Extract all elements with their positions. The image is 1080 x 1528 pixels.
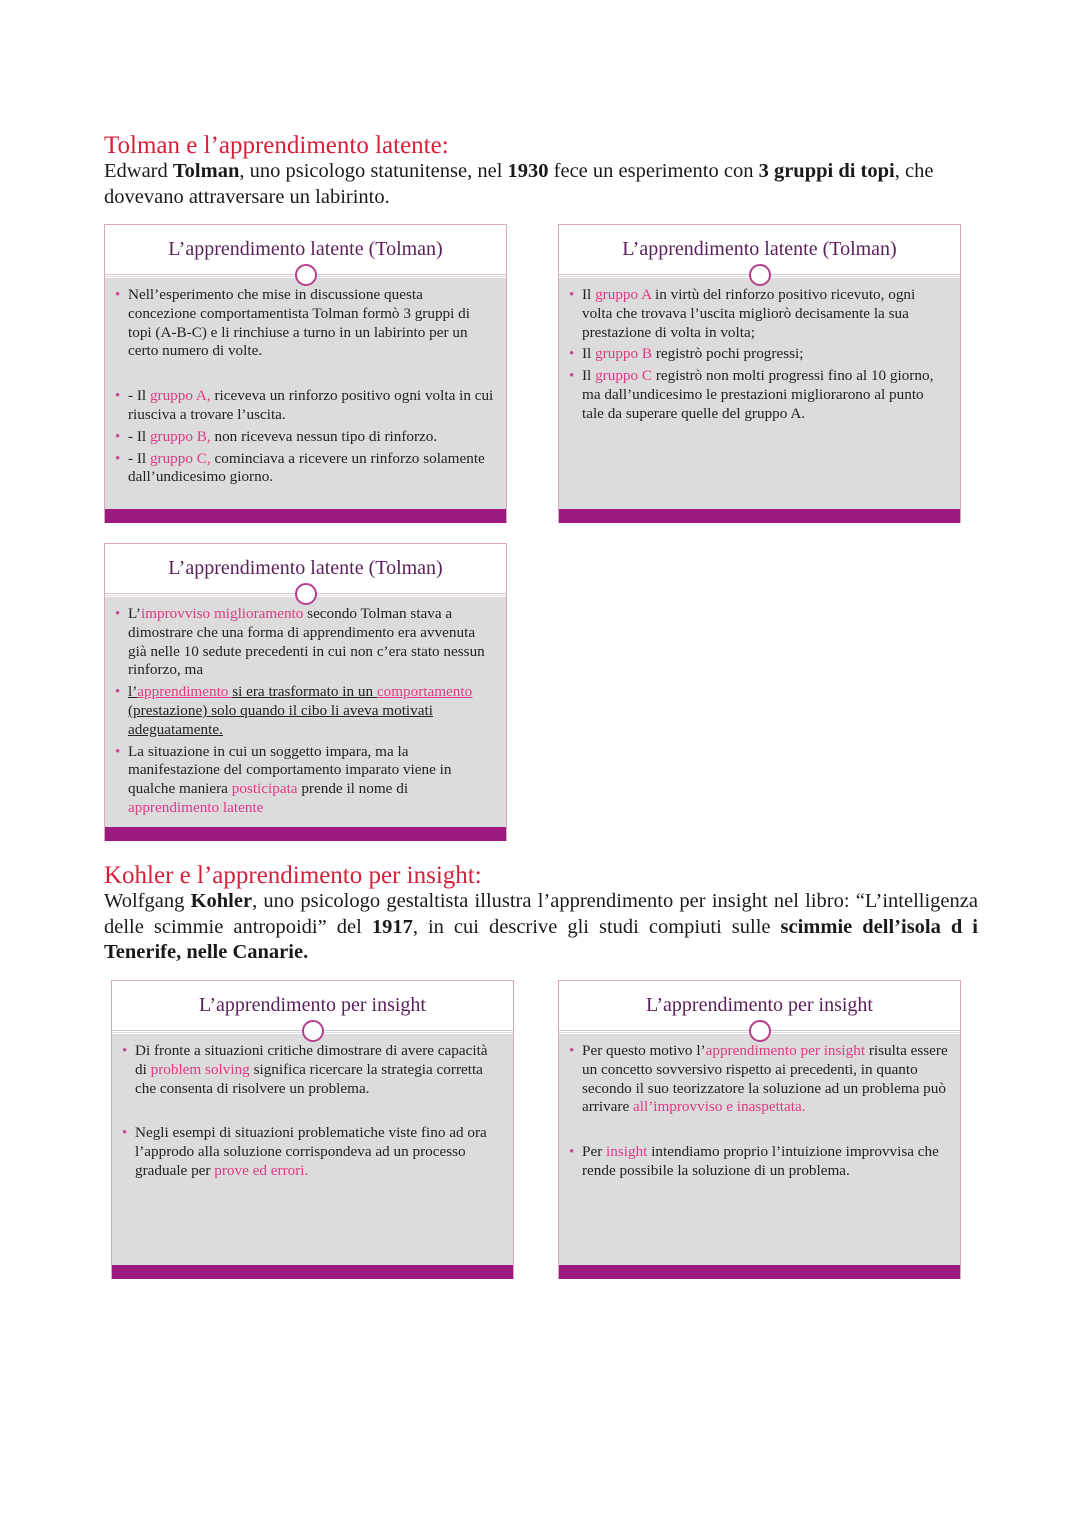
list-item: • Per insight intendiamo proprio l’intuizione improvvisa che rende possibile la soluzione di un problema. — [569, 1143, 948, 1181]
bullet-list — [569, 1042, 948, 1181]
slide-footer-bar — [558, 509, 961, 523]
circle-icon — [302, 1020, 324, 1042]
bullet-list — [115, 605, 494, 818]
slide-body — [559, 278, 960, 509]
list-item: • Negli esempi di situazioni problematiche viste fino ad ora l’approdo alla soluzione corrispondeva ad un processo graduale per prove ed errori. — [122, 1124, 501, 1180]
list-item: • - Il gruppo C, cominciava a ricevere un rinforzo solamente dall’undicesimo giorno. — [115, 450, 494, 488]
slide-footer-bar — [104, 827, 507, 841]
bullet-list — [115, 286, 494, 487]
list-item: • Il gruppo C registrò non molti progressi fino al 10 giorno, ma dall’undicesimo le prestazioni migliorarono al punto tale da superare quelle del gruppo A. — [569, 367, 948, 423]
slide-title: L’apprendimento latente (Tolman) — [558, 224, 961, 274]
slide-title: L’apprendimento per insight — [111, 980, 514, 1030]
list-item: • Di fronte a situazioni critiche dimostrare di avere capacità di problem solving significa ricercare la strategia corretta che consenta di risolvere un problema. — [122, 1042, 501, 1098]
slide-body — [112, 1034, 513, 1265]
section-title-kohler: Kohler e l’apprendimento per insight: — [104, 862, 482, 889]
slide-title: L’apprendimento per insight — [558, 980, 961, 1030]
list-item: • l’apprendimento si era trasformato in un comportamento (prestazione) solo quando il cibo li aveva motivati adeguatamente. — [115, 683, 494, 739]
slide-insight-1 — [111, 980, 514, 1279]
list-item: • Il gruppo A in virtù del rinforzo positivo ricevuto, ogni volta che trovava l’uscita migliorò decisamente la sua prestazione di volta in volta; — [569, 286, 948, 342]
list-item: • Nell’esperimento che mise in discussione questa concezione comportamentista Tolman formò 3 gruppi di topi (A-B-C) e li rinchiuse a turno in un labirinto per un certo numero di volte. — [115, 286, 494, 361]
bullet-list — [122, 1042, 501, 1181]
list-item: • La situazione in cui un soggetto impara, ma la manifestazione del comportamento imparato viene in qualche maniera posticipata prende il nome di apprendimento latente — [115, 743, 494, 818]
slide-body — [559, 1034, 960, 1265]
list-item: • L’improvviso miglioramento secondo Tolman stava a dimostrare che una forma di apprendimento era avvenuta già nelle 10 sedute precedenti in cui non c’era stato nessun rinforzo, ma — [115, 605, 494, 680]
slide-tolman-2 — [558, 224, 961, 523]
slide-body — [105, 278, 506, 509]
slide-footer-bar — [111, 1265, 514, 1279]
intro-tolman: Edward Tolman, uno psicologo statunitense, nel 1930 fece un esperimento con 3 gruppi di topi, che dovevano attraversare un labirinto. — [104, 160, 934, 208]
circle-icon — [749, 264, 771, 286]
circle-icon — [295, 583, 317, 605]
slide-footer-bar — [104, 509, 507, 523]
slide-body — [105, 597, 506, 827]
slide-title: L’apprendimento latente (Tolman) — [104, 224, 507, 274]
slide-insight-2 — [558, 980, 961, 1279]
slide-title: L’apprendimento latente (Tolman) — [104, 543, 507, 593]
circle-icon — [295, 264, 317, 286]
bullet-list — [569, 286, 948, 424]
intro-kohler: Wolfgang Kohler, uno psicologo gestaltista illustra l’apprendimento per insight nel libro: “L’intelligenza delle scimmie antropoidi” del 1917, in cui descrive gli studi compiuti sulle scimmie dell’isola d i Tenerife, nelle Canarie. — [104, 890, 979, 963]
section-title-tolman: Tolman e l’apprendimento latente: — [104, 132, 449, 159]
slide-tolman-1 — [104, 224, 507, 523]
list-item: • - Il gruppo B, non riceveva nessun tipo di rinforzo. — [115, 428, 494, 447]
circle-icon — [749, 1020, 771, 1042]
list-item: • - Il gruppo A, riceveva un rinforzo positivo ogni volta in cui riusciva a trovare l’uscita. — [115, 387, 494, 425]
list-item: • Per questo motivo l’apprendimento per insight risulta essere un concetto sovversivo rispetto ai precedenti, in quanto secondo il suo teorizzatore la soluzione ad un problema può arrivare all’improvviso e inaspettata. — [569, 1042, 948, 1117]
slide-tolman-3 — [104, 543, 507, 841]
list-item: • Il gruppo B registrò pochi progressi; — [569, 345, 948, 364]
slide-footer-bar — [558, 1265, 961, 1279]
